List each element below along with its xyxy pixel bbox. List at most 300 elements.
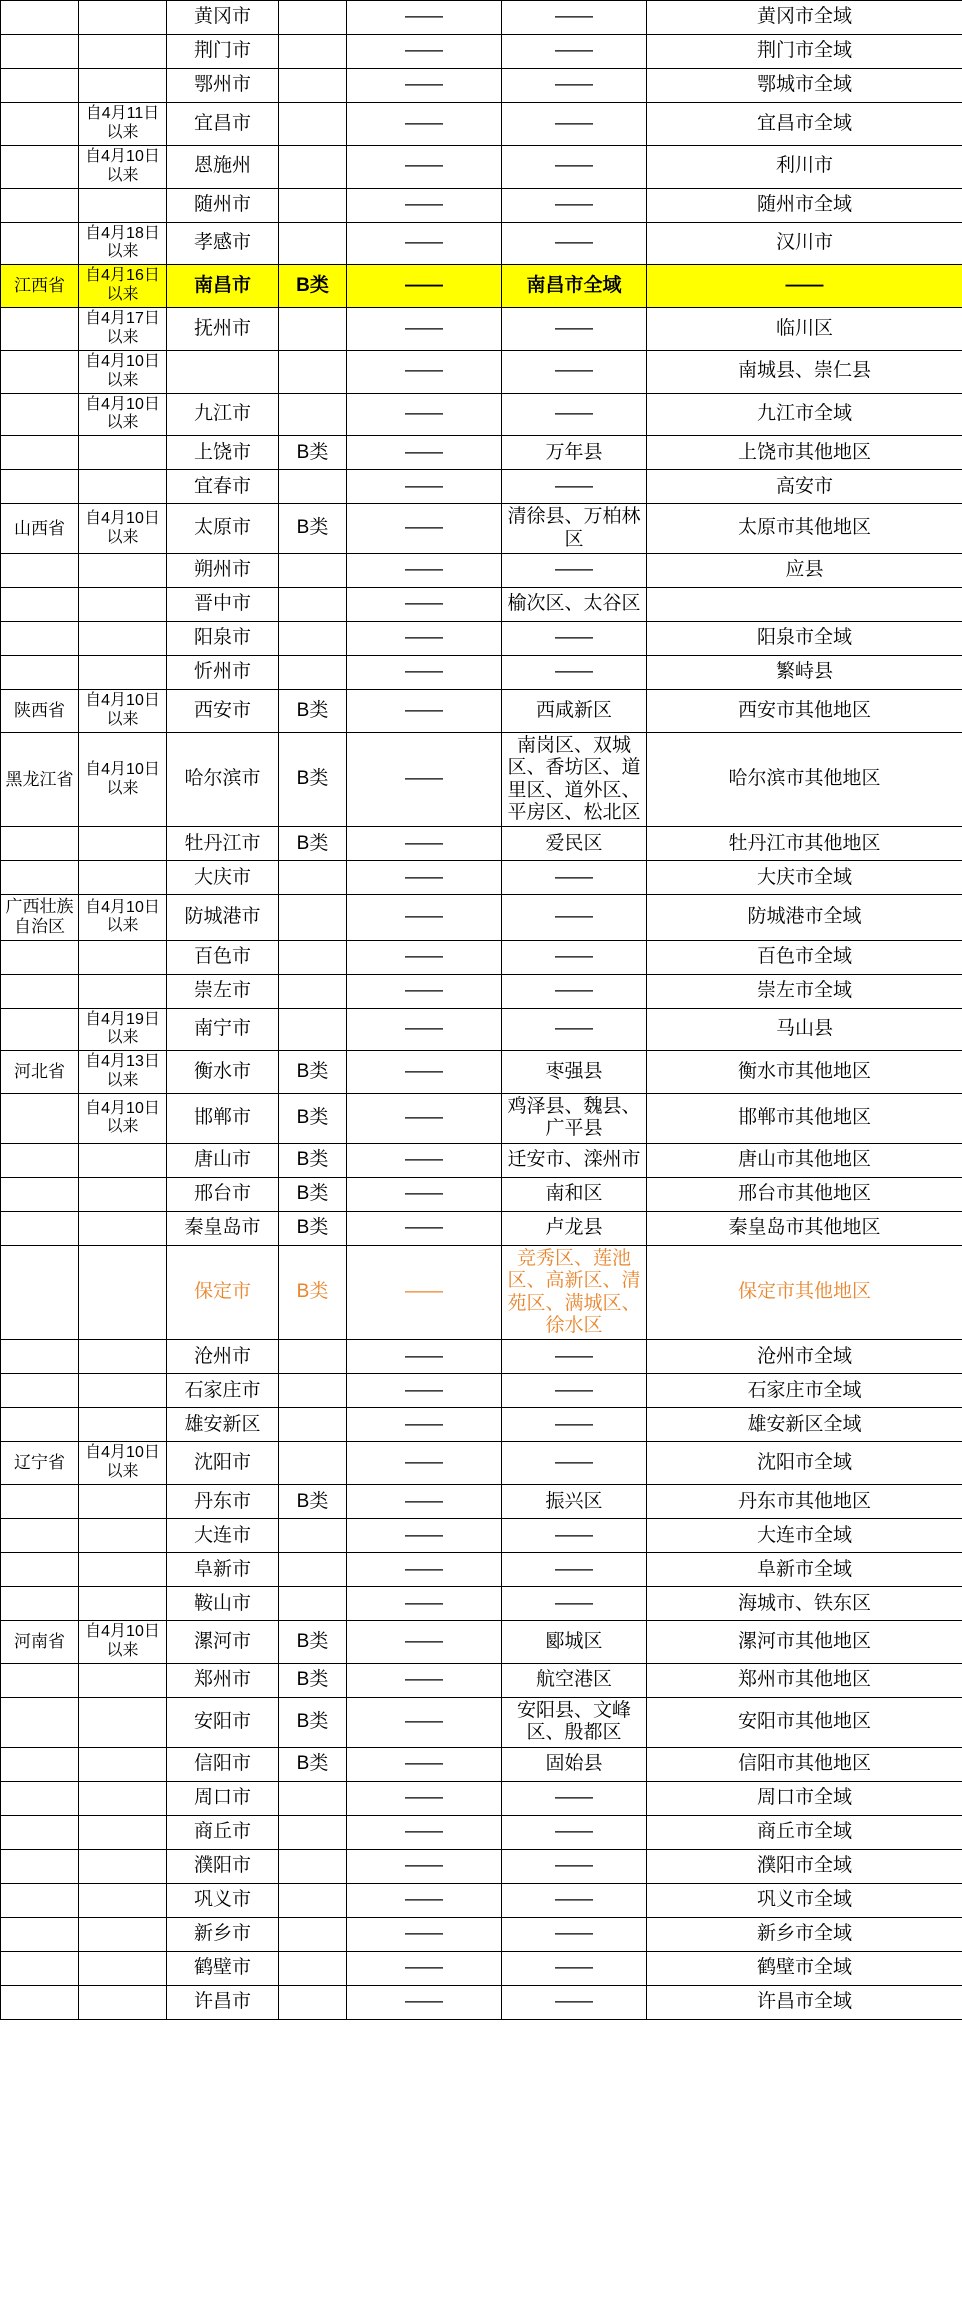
table-cell-city: 荆门市: [167, 35, 279, 69]
table-cell-districts-a: ——: [347, 1442, 502, 1485]
table-row: [1, 1008, 962, 1051]
table-cell-since: [79, 588, 167, 622]
table-cell-other-area: 秦皇岛市其他地区: [647, 1211, 962, 1245]
table-cell-city: 周口市: [167, 1781, 279, 1815]
table-cell-districts-a: ——: [347, 1985, 502, 2019]
table-row: [1, 1051, 962, 1094]
table-cell-level: [279, 145, 347, 188]
table-cell-other-area: 保定市其他地区: [647, 1245, 962, 1340]
table-cell-level: [279, 1519, 347, 1553]
table-cell-province: [1, 827, 79, 861]
table-cell-districts-b: ——: [502, 1849, 647, 1883]
table-row: [1, 827, 962, 861]
table-row: [1, 222, 962, 265]
table-cell-level: B类: [279, 1177, 347, 1211]
table-cell-since: 自4月10日以来: [79, 1442, 167, 1485]
table-cell-level: B类: [279, 1094, 347, 1144]
table-cell-districts-a: ——: [347, 974, 502, 1008]
table-cell-level: [279, 1883, 347, 1917]
table-cell-province: [1, 145, 79, 188]
table-cell-level: [279, 393, 347, 436]
table-cell-other-area: 鄂城市全域: [647, 69, 962, 103]
table-cell-city: 石家庄市: [167, 1374, 279, 1408]
table-cell-districts-b: 迁安市、滦州市: [502, 1143, 647, 1177]
table-row: [1, 1663, 962, 1697]
table-cell-since: 自4月17日以来: [79, 308, 167, 351]
table-cell-other-area: [647, 588, 962, 622]
table-cell-other-area: 信阳市其他地区: [647, 1747, 962, 1781]
table-cell-districts-b: ——: [502, 940, 647, 974]
table-row: [1, 504, 962, 554]
table-cell-districts-b: ——: [502, 1883, 647, 1917]
table-cell-districts-a: ——: [347, 1519, 502, 1553]
table-cell-districts-a: ——: [347, 265, 502, 308]
table-cell-level: [279, 470, 347, 504]
table-cell-level: B类: [279, 1245, 347, 1340]
table-cell-other-area: 郑州市其他地区: [647, 1663, 962, 1697]
table-cell-province: [1, 1985, 79, 2019]
table-cell-districts-a: ——: [347, 470, 502, 504]
table-cell-districts-a: ——: [347, 145, 502, 188]
table-cell-since: [79, 622, 167, 656]
table-cell-since: [79, 35, 167, 69]
table-cell-since: 自4月16日以来: [79, 265, 167, 308]
table-row: [1, 1951, 962, 1985]
table-cell-province: [1, 1485, 79, 1519]
table-cell-districts-b: ——: [502, 861, 647, 895]
table-cell-city: 唐山市: [167, 1143, 279, 1177]
table-cell-level: [279, 554, 347, 588]
table-cell-districts-a: ——: [347, 393, 502, 436]
table-cell-other-area: 马山县: [647, 1008, 962, 1051]
table-cell-districts-a: ——: [347, 1, 502, 35]
table-cell-city: 防城港市: [167, 895, 279, 940]
table-cell-districts-a: ——: [347, 1485, 502, 1519]
table-cell-since: [79, 1917, 167, 1951]
table-cell-province: [1, 1408, 79, 1442]
table-cell-province: [1, 1008, 79, 1051]
table-row: [1, 145, 962, 188]
table-cell-districts-a: ——: [347, 1849, 502, 1883]
table-cell-districts-a: ——: [347, 308, 502, 351]
table-cell-province: [1, 1211, 79, 1245]
table-row: [1, 554, 962, 588]
table-cell-province: [1, 1094, 79, 1144]
table-cell-province: 陕西省: [1, 690, 79, 733]
table-cell-since: [79, 656, 167, 690]
table-cell-city: 巩义市: [167, 1883, 279, 1917]
table-cell-districts-a: ——: [347, 861, 502, 895]
table-cell-level: [279, 1951, 347, 1985]
table-cell-districts-a: ——: [347, 1621, 502, 1664]
table-cell-province: [1, 1177, 79, 1211]
table-cell-other-area: 新乡市全域: [647, 1917, 962, 1951]
table-cell-districts-b: ——: [502, 554, 647, 588]
table-cell-districts-b: ——: [502, 470, 647, 504]
table-cell-districts-b: ——: [502, 308, 647, 351]
table-cell-city: 忻州市: [167, 656, 279, 690]
table-cell-districts-b: ——: [502, 895, 647, 940]
table-cell-level: [279, 1442, 347, 1485]
table-cell-since: [79, 1663, 167, 1697]
table-cell-city: 秦皇岛市: [167, 1211, 279, 1245]
table-cell-province: 辽宁省: [1, 1442, 79, 1485]
table-cell-other-area: 鹤壁市全域: [647, 1951, 962, 1985]
table-cell-level: [279, 588, 347, 622]
table-cell-level: [279, 1917, 347, 1951]
table-cell-level: [279, 656, 347, 690]
table-cell-districts-b: ——: [502, 145, 647, 188]
table-cell-city: 百色市: [167, 940, 279, 974]
table-cell-districts-a: ——: [347, 732, 502, 827]
table-cell-other-area: 漯河市其他地区: [647, 1621, 962, 1664]
table-cell-districts-b: 南岗区、双城区、香坊区、道里区、道外区、平房区、松北区: [502, 732, 647, 827]
table-cell-other-area: 濮阳市全域: [647, 1849, 962, 1883]
table-cell-city: 许昌市: [167, 1985, 279, 2019]
table-cell-districts-b: ——: [502, 1781, 647, 1815]
risk-area-table-body: [1, 1, 962, 2020]
table-cell-since: [79, 974, 167, 1008]
table-cell-level: [279, 188, 347, 222]
table-cell-other-area: 汉川市: [647, 222, 962, 265]
table-cell-since: 自4月18日以来: [79, 222, 167, 265]
table-cell-districts-b: ——: [502, 1815, 647, 1849]
table-row: [1, 622, 962, 656]
table-cell-other-area: 百色市全域: [647, 940, 962, 974]
table-cell-districts-b: 爱民区: [502, 827, 647, 861]
table-cell-districts-a: ——: [347, 895, 502, 940]
table-cell-city: 保定市: [167, 1245, 279, 1340]
table-cell-other-area: ——: [647, 265, 962, 308]
table-cell-since: 自4月10日以来: [79, 145, 167, 188]
table-cell-districts-a: ——: [347, 588, 502, 622]
table-cell-province: [1, 554, 79, 588]
table-cell-city: 商丘市: [167, 1815, 279, 1849]
table-cell-since: [79, 1374, 167, 1408]
table-cell-city: 漯河市: [167, 1621, 279, 1664]
table-cell-districts-a: ——: [347, 1211, 502, 1245]
table-cell-province: [1, 1587, 79, 1621]
table-row: [1, 265, 962, 308]
table-cell-districts-a: ——: [347, 940, 502, 974]
table-row: [1, 1697, 962, 1747]
table-cell-since: 自4月10日以来: [79, 504, 167, 554]
table-cell-city: 濮阳市: [167, 1849, 279, 1883]
table-cell-province: [1, 222, 79, 265]
table-cell-city: 西安市: [167, 690, 279, 733]
table-cell-districts-b: 固始县: [502, 1747, 647, 1781]
table-cell-level: B类: [279, 1211, 347, 1245]
table-cell-city: 南宁市: [167, 1008, 279, 1051]
table-row: [1, 1442, 962, 1485]
table-cell-districts-a: ——: [347, 1245, 502, 1340]
table-cell-level: [279, 622, 347, 656]
table-cell-province: [1, 1374, 79, 1408]
table-cell-level: [279, 861, 347, 895]
table-cell-other-area: 石家庄市全域: [647, 1374, 962, 1408]
table-cell-city: 随州市: [167, 188, 279, 222]
table-cell-since: [79, 1985, 167, 2019]
table-cell-province: [1, 188, 79, 222]
table-row: [1, 1621, 962, 1664]
table-cell-districts-b: ——: [502, 1951, 647, 1985]
table-cell-other-area: 巩义市全域: [647, 1883, 962, 1917]
table-cell-other-area: 黄冈市全域: [647, 1, 962, 35]
table-cell-districts-b: ——: [502, 1587, 647, 1621]
table-cell-level: B类: [279, 827, 347, 861]
table-cell-city: 鹤壁市: [167, 1951, 279, 1985]
table-cell-since: [79, 1781, 167, 1815]
table-cell-districts-a: ——: [347, 1951, 502, 1985]
table-row: [1, 393, 962, 436]
table-cell-province: [1, 1815, 79, 1849]
table-cell-since: 自4月10日以来: [79, 350, 167, 393]
table-cell-districts-b: ——: [502, 35, 647, 69]
table-cell-districts-b: ——: [502, 1008, 647, 1051]
table-cell-province: [1, 656, 79, 690]
table-cell-districts-b: 鸡泽县、魏县、广平县: [502, 1094, 647, 1144]
table-cell-city: 阜新市: [167, 1553, 279, 1587]
table-row: [1, 1815, 962, 1849]
table-cell-other-area: 沈阳市全域: [647, 1442, 962, 1485]
table-cell-since: [79, 1553, 167, 1587]
table-cell-province: [1, 470, 79, 504]
table-cell-other-area: 利川市: [647, 145, 962, 188]
table-cell-level: [279, 103, 347, 146]
table-row: [1, 588, 962, 622]
table-cell-level: [279, 308, 347, 351]
table-cell-districts-a: ——: [347, 103, 502, 146]
table-cell-city: 鞍山市: [167, 1587, 279, 1621]
table-cell-since: 自4月10日以来: [79, 690, 167, 733]
table-cell-level: [279, 222, 347, 265]
table-row: [1, 861, 962, 895]
table-cell-other-area: 太原市其他地区: [647, 504, 962, 554]
table-cell-districts-a: ——: [347, 1374, 502, 1408]
table-cell-other-area: 丹东市其他地区: [647, 1485, 962, 1519]
table-cell-city: 太原市: [167, 504, 279, 554]
table-cell-level: B类: [279, 265, 347, 308]
table-cell-other-area: 繁峙县: [647, 656, 962, 690]
table-cell-since: [79, 554, 167, 588]
table-cell-province: 河北省: [1, 1051, 79, 1094]
table-cell-city: 丹东市: [167, 1485, 279, 1519]
table-cell-districts-b: 竞秀区、莲池区、高新区、清苑区、满城区、徐水区: [502, 1245, 647, 1340]
table-cell-province: [1, 1951, 79, 1985]
table-row: [1, 308, 962, 351]
table-row: [1, 436, 962, 470]
table-cell-districts-a: ——: [347, 1663, 502, 1697]
table-cell-province: [1, 1245, 79, 1340]
table-cell-districts-b: 榆次区、太谷区: [502, 588, 647, 622]
table-cell-other-area: 应县: [647, 554, 962, 588]
table-row: [1, 1587, 962, 1621]
table-cell-level: B类: [279, 1697, 347, 1747]
table-cell-other-area: 上饶市其他地区: [647, 436, 962, 470]
table-row: [1, 1747, 962, 1781]
table-cell-since: [79, 1485, 167, 1519]
table-cell-other-area: 邢台市其他地区: [647, 1177, 962, 1211]
table-cell-other-area: 商丘市全域: [647, 1815, 962, 1849]
table-cell-districts-b: 南昌市全域: [502, 265, 647, 308]
table-cell-level: [279, 1340, 347, 1374]
table-cell-since: 自4月10日以来: [79, 732, 167, 827]
table-cell-city: 沧州市: [167, 1340, 279, 1374]
table-cell-districts-a: ——: [347, 1051, 502, 1094]
table-row: [1, 1177, 962, 1211]
table-cell-districts-a: ——: [347, 504, 502, 554]
table-cell-since: [79, 1849, 167, 1883]
table-cell-city: 沈阳市: [167, 1442, 279, 1485]
table-cell-since: 自4月11日以来: [79, 103, 167, 146]
table-cell-city: 新乡市: [167, 1917, 279, 1951]
table-cell-level: [279, 35, 347, 69]
table-cell-level: [279, 1849, 347, 1883]
table-cell-districts-b: ——: [502, 1519, 647, 1553]
table-cell-districts-b: ——: [502, 1, 647, 35]
table-cell-other-area: 九江市全域: [647, 393, 962, 436]
table-cell-province: [1, 436, 79, 470]
table-cell-since: 自4月13日以来: [79, 1051, 167, 1094]
table-cell-since: [79, 1245, 167, 1340]
table-row: [1, 1485, 962, 1519]
table-cell-since: [79, 1340, 167, 1374]
table-cell-province: [1, 1143, 79, 1177]
table-cell-districts-a: ——: [347, 436, 502, 470]
table-cell-city: 大连市: [167, 1519, 279, 1553]
table-cell-city: 晋中市: [167, 588, 279, 622]
table-cell-districts-b: ——: [502, 622, 647, 656]
table-cell-districts-b: 南和区: [502, 1177, 647, 1211]
table-cell-districts-b: ——: [502, 350, 647, 393]
table-cell-districts-b: ——: [502, 222, 647, 265]
table-cell-other-area: 许昌市全域: [647, 1985, 962, 2019]
table-cell-other-area: 南城县、崇仁县: [647, 350, 962, 393]
table-row: [1, 1781, 962, 1815]
table-row: [1, 1917, 962, 1951]
table-cell-province: [1, 1883, 79, 1917]
table-cell-since: [79, 1177, 167, 1211]
table-cell-city: [167, 350, 279, 393]
table-cell-districts-a: ——: [347, 1587, 502, 1621]
table-cell-districts-a: ——: [347, 690, 502, 733]
table-cell-districts-b: ——: [502, 1917, 647, 1951]
table-cell-city: 上饶市: [167, 436, 279, 470]
table-row: [1, 1985, 962, 2019]
table-row: [1, 895, 962, 940]
table-cell-since: 自4月10日以来: [79, 1621, 167, 1664]
table-cell-province: [1, 308, 79, 351]
table-cell-level: [279, 1008, 347, 1051]
table-row: [1, 732, 962, 827]
table-row: [1, 1408, 962, 1442]
table-cell-other-area: 雄安新区全域: [647, 1408, 962, 1442]
table-cell-province: 河南省: [1, 1621, 79, 1664]
table-cell-province: [1, 1519, 79, 1553]
table-cell-other-area: 荆门市全域: [647, 35, 962, 69]
table-cell-districts-a: ——: [347, 1747, 502, 1781]
table-cell-level: [279, 1781, 347, 1815]
table-cell-province: [1, 35, 79, 69]
table-cell-districts-b: ——: [502, 1340, 647, 1374]
table-cell-city: 哈尔滨市: [167, 732, 279, 827]
table-cell-province: [1, 69, 79, 103]
table-cell-province: [1, 974, 79, 1008]
table-row: [1, 1849, 962, 1883]
table-cell-city: 孝感市: [167, 222, 279, 265]
table-cell-level: [279, 1553, 347, 1587]
table-row: [1, 690, 962, 733]
table-cell-since: [79, 188, 167, 222]
table-row: [1, 69, 962, 103]
table-row: [1, 1553, 962, 1587]
table-cell-districts-a: ——: [347, 554, 502, 588]
table-cell-city: 宜春市: [167, 470, 279, 504]
table-row: [1, 1143, 962, 1177]
table-cell-city: 信阳市: [167, 1747, 279, 1781]
table-row: [1, 1211, 962, 1245]
table-cell-level: [279, 1, 347, 35]
table-cell-city: 郑州市: [167, 1663, 279, 1697]
table-cell-other-area: 随州市全域: [647, 188, 962, 222]
table-cell-districts-b: ——: [502, 974, 647, 1008]
table-cell-districts-b: ——: [502, 1442, 647, 1485]
table-cell-districts-b: ——: [502, 1374, 647, 1408]
table-cell-districts-a: ——: [347, 35, 502, 69]
table-cell-since: [79, 1211, 167, 1245]
table-cell-other-area: 牡丹江市其他地区: [647, 827, 962, 861]
table-cell-districts-a: ——: [347, 1917, 502, 1951]
table-cell-level: [279, 69, 347, 103]
table-cell-since: [79, 827, 167, 861]
table-cell-province: [1, 1, 79, 35]
table-cell-districts-b: ——: [502, 656, 647, 690]
table-cell-districts-b: ——: [502, 1985, 647, 2019]
table-cell-city: 鄂州市: [167, 69, 279, 103]
table-cell-since: [79, 861, 167, 895]
table-cell-districts-b: 卢龙县: [502, 1211, 647, 1245]
table-cell-city: 邢台市: [167, 1177, 279, 1211]
table-cell-districts-a: ——: [347, 1008, 502, 1051]
table-cell-province: 江西省: [1, 265, 79, 308]
table-cell-level: [279, 1815, 347, 1849]
table-cell-since: [79, 1408, 167, 1442]
table-cell-districts-a: ——: [347, 827, 502, 861]
table-cell-city: 抚州市: [167, 308, 279, 351]
table-cell-other-area: 临川区: [647, 308, 962, 351]
table-cell-other-area: 崇左市全域: [647, 974, 962, 1008]
table-cell-other-area: 哈尔滨市其他地区: [647, 732, 962, 827]
table-cell-districts-a: ——: [347, 1883, 502, 1917]
table-cell-city: 衡水市: [167, 1051, 279, 1094]
table-cell-districts-b: 枣强县: [502, 1051, 647, 1094]
table-cell-districts-a: ——: [347, 1177, 502, 1211]
table-cell-province: [1, 588, 79, 622]
table-cell-other-area: 大连市全域: [647, 1519, 962, 1553]
table-cell-level: B类: [279, 436, 347, 470]
table-cell-level: B类: [279, 504, 347, 554]
table-cell-city: 牡丹江市: [167, 827, 279, 861]
table-cell-province: [1, 1663, 79, 1697]
table-cell-since: [79, 1587, 167, 1621]
table-cell-level: B类: [279, 1051, 347, 1094]
table-cell-province: 广西壮族自治区: [1, 895, 79, 940]
table-cell-province: [1, 1747, 79, 1781]
table-cell-other-area: 阳泉市全域: [647, 622, 962, 656]
table-cell-districts-b: 西咸新区: [502, 690, 647, 733]
table-cell-other-area: 唐山市其他地区: [647, 1143, 962, 1177]
table-cell-level: B类: [279, 1143, 347, 1177]
